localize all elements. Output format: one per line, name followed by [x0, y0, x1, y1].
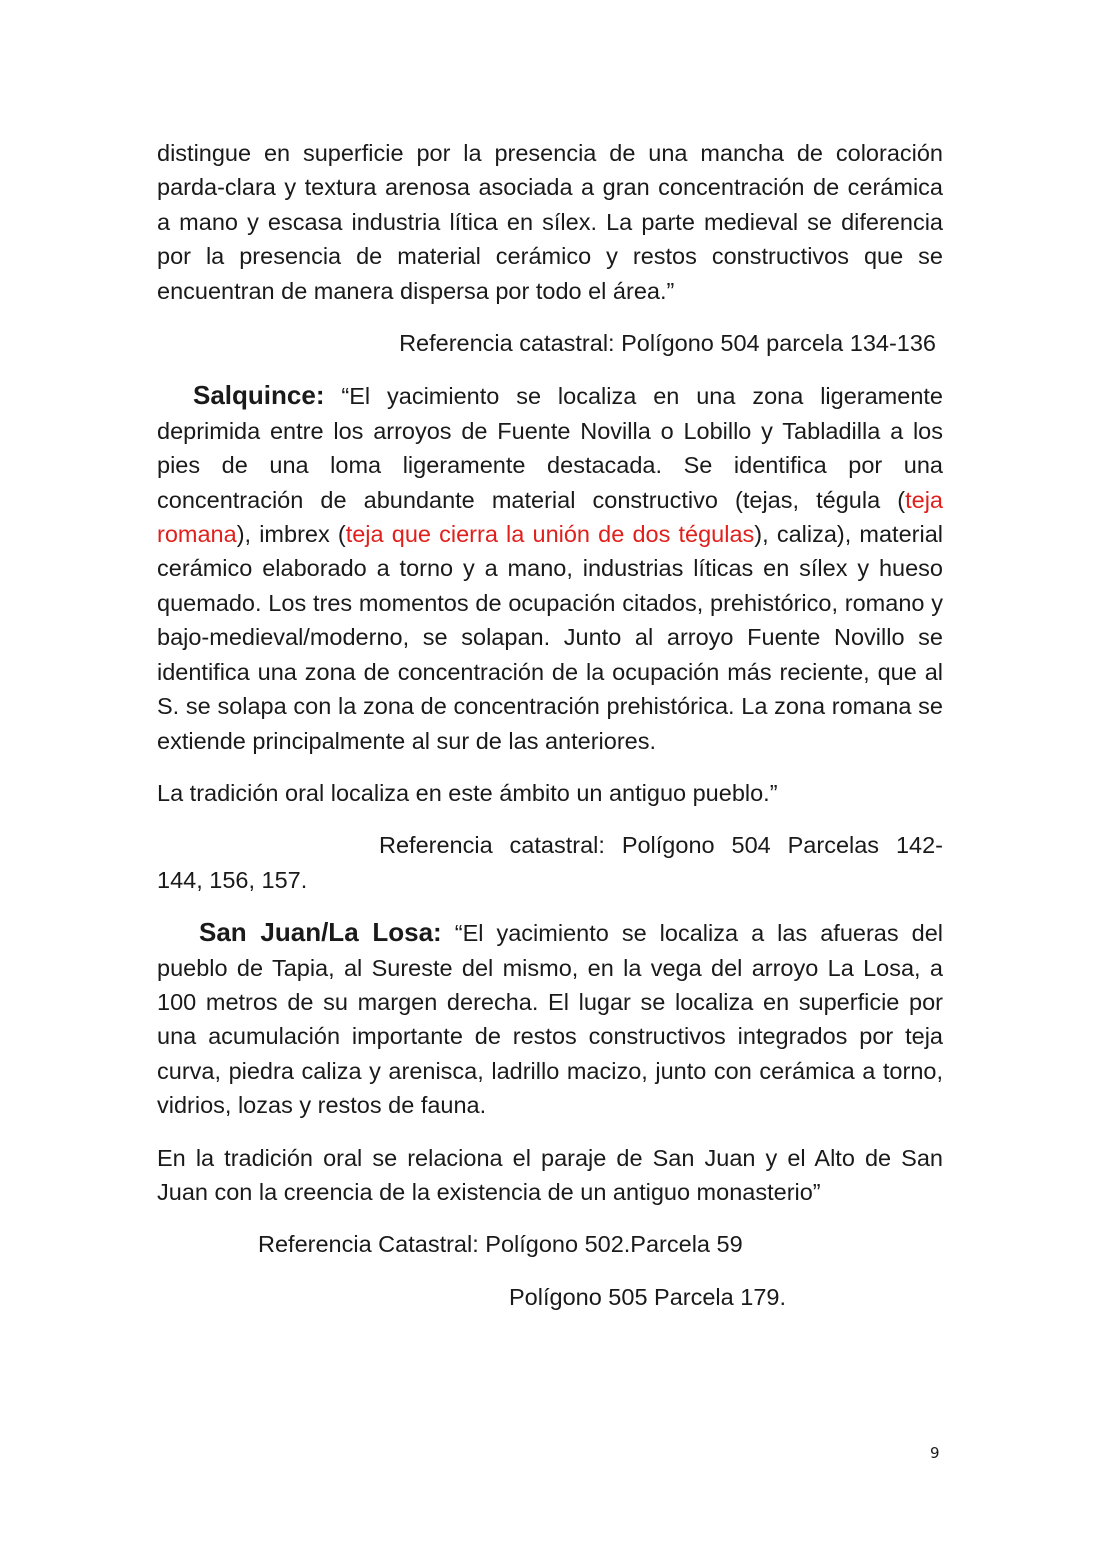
salquince-text-3: ), caliza), material cerámico elaborado a torno y a mano, industrias líticas en sílex y hueso quemado. Los tres momentos de ocupación citados, prehistórico, romano y bajo-medieval/moderno, se solapan. Junto al arroyo Fuente Novillo se identifica una zona de concentración de la ocupación más reciente, que al S. se solapa con la zona de concentración prehistórica. La zona romana se extiende principalmente al sur de las anteriores.	[157, 521, 943, 754]
paragraph-salquince	[157, 378, 943, 757]
page-number: 9	[930, 1444, 940, 1462]
paragraph-intro: distingue en superficie por la presencia de una mancha de coloración parda-clara y textura arenosa asociada a gran concentración de cerámica a mano y escasa industria lítica en sílex. La parte medieval se diferencia por la presencia de material cerámico y restos constructivos que se encuentran de manera dispersa por todo el área.”	[157, 140, 943, 304]
salquince-text-1: “El yacimiento se localiza en una zona ligeramente deprimida entre los arroyos de Fuente Novilla o Lobillo y Tabladilla a los pies de una loma ligeramente destacada. Se identifica por una concentración de abundante material constructivo (tejas, tégula (	[157, 383, 943, 513]
paragraph-san-juan	[157, 915, 943, 1122]
salquince-text-2: ), imbrex (	[236, 521, 346, 548]
san-juan-text: “El yacimiento se localiza a las afueras del pueblo de Tapia, al Sureste del mismo, en la vega del arroyo La Losa, a 100 metros de su margen derecha. El lugar se localiza en superficie por una acumulación importante de restos constructivos integrados por teja curva, piedra caliza y arenisca, ladrillo macizo, junto con cerámica a torno, vidrios, lozas y restos de fauna.	[157, 920, 943, 1119]
paragraph-salquince-oral: La tradición oral localiza en este ámbito un antiguo pueblo.”	[157, 779, 778, 806]
document-page	[157, 136, 943, 1314]
cadastral-reference-4: Polígono 505 Parcela 179.	[509, 1283, 786, 1310]
cadastral-reference-2-text: Referencia catastral: Polígono 504 Parcelas 142- 144, 156, 157.	[157, 832, 943, 893]
cadastral-reference-3: Referencia Catastral: Polígono 502.Parcela 59	[258, 1231, 743, 1258]
gloss-teja-romana: teja romana	[157, 486, 943, 548]
cadastral-reference-1: Referencia catastral: Polígono 504 parcela 134-136	[399, 330, 936, 357]
paragraph-san-juan-oral: En la tradición oral se relaciona el paraje de San Juan y el Alto de San Juan con la creencia de la existencia de un antiguo monasterio”	[157, 1144, 943, 1205]
cadastral-reference-2	[157, 828, 943, 897]
site-name-salquince: Salquince:	[193, 380, 325, 411]
gloss-imbrex: teja que cierra la unión de dos tégulas	[345, 521, 755, 548]
site-name-san-juan: San Juan/La Losa:	[199, 917, 442, 948]
